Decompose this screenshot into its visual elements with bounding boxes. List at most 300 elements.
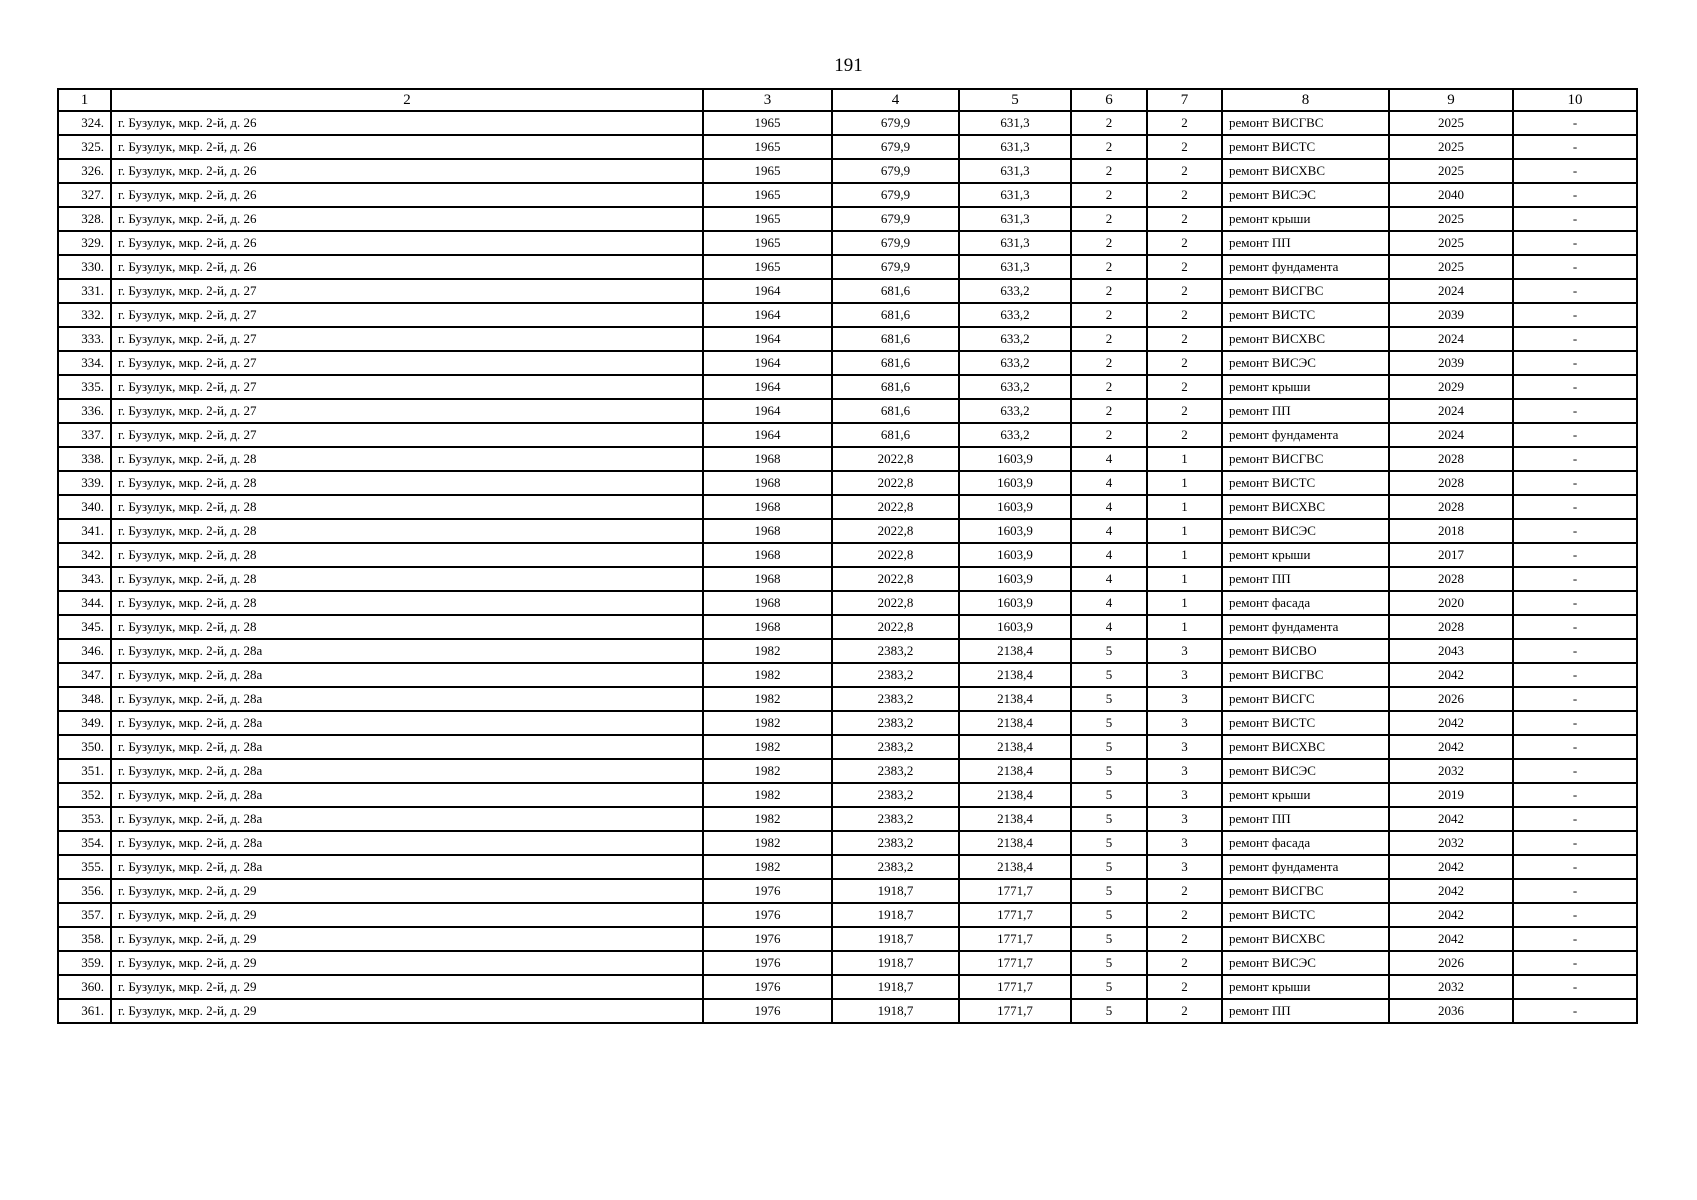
table-row xyxy=(58,855,1637,879)
note-cell: - xyxy=(1513,399,1637,423)
floors-cell: 2 xyxy=(1071,135,1147,159)
living-area-cell: 1771,7 xyxy=(959,951,1071,975)
living-area-cell: 1771,7 xyxy=(959,879,1071,903)
total-area-cell: 681,6 xyxy=(832,423,959,447)
total-area-cell: 2022,8 xyxy=(832,495,959,519)
living-area-cell: 2138,4 xyxy=(959,759,1071,783)
planned-year-cell: 2020 xyxy=(1389,591,1513,615)
total-area-cell: 679,9 xyxy=(832,135,959,159)
entrances-cell: 2 xyxy=(1147,903,1222,927)
total-area-cell: 681,6 xyxy=(832,375,959,399)
repair-type-cell: ремонт ВИСТС xyxy=(1222,903,1389,927)
floors-cell: 4 xyxy=(1071,471,1147,495)
row-number-cell: 332. xyxy=(58,303,111,327)
note-cell: - xyxy=(1513,543,1637,567)
row-number-cell: 324. xyxy=(58,111,111,135)
planned-year-cell: 2032 xyxy=(1389,831,1513,855)
note-cell: - xyxy=(1513,471,1637,495)
address-cell: г. Бузулук, мкр. 2-й, д. 28 xyxy=(111,447,703,471)
planned-year-cell: 2028 xyxy=(1389,447,1513,471)
total-area-cell: 681,6 xyxy=(832,303,959,327)
row-number-cell: 345. xyxy=(58,615,111,639)
entrances-cell: 2 xyxy=(1147,327,1222,351)
build-year-cell: 1976 xyxy=(703,951,832,975)
floors-cell: 2 xyxy=(1071,399,1147,423)
entrances-cell: 2 xyxy=(1147,207,1222,231)
entrances-cell: 3 xyxy=(1147,759,1222,783)
entrances-cell: 2 xyxy=(1147,999,1222,1023)
floors-cell: 2 xyxy=(1071,279,1147,303)
total-area-cell: 2022,8 xyxy=(832,471,959,495)
table-row xyxy=(58,255,1637,279)
repair-type-cell: ремонт ВИСХВС xyxy=(1222,735,1389,759)
address-cell: г. Бузулук, мкр. 2-й, д. 28а xyxy=(111,687,703,711)
living-area-cell: 2138,4 xyxy=(959,735,1071,759)
row-number-cell: 342. xyxy=(58,543,111,567)
living-area-cell: 1603,9 xyxy=(959,447,1071,471)
total-area-cell: 2022,8 xyxy=(832,615,959,639)
address-cell: г. Бузулук, мкр. 2-й, д. 28 xyxy=(111,519,703,543)
note-cell: - xyxy=(1513,975,1637,999)
living-area-cell: 2138,4 xyxy=(959,711,1071,735)
entrances-cell: 3 xyxy=(1147,807,1222,831)
build-year-cell: 1964 xyxy=(703,375,832,399)
living-area-cell: 1771,7 xyxy=(959,975,1071,999)
living-area-cell: 631,3 xyxy=(959,135,1071,159)
total-area-cell: 681,6 xyxy=(832,399,959,423)
row-number-cell: 347. xyxy=(58,663,111,687)
repair-type-cell: ремонт ВИСВО xyxy=(1222,639,1389,663)
repair-type-cell: ремонт ВИСТС xyxy=(1222,471,1389,495)
entrances-cell: 3 xyxy=(1147,639,1222,663)
repair-type-cell: ремонт крыши xyxy=(1222,783,1389,807)
planned-year-cell: 2025 xyxy=(1389,231,1513,255)
build-year-cell: 1968 xyxy=(703,447,832,471)
address-cell: г. Бузулук, мкр. 2-й, д. 28а xyxy=(111,855,703,879)
column-header-3: 3 xyxy=(703,89,832,111)
total-area-cell: 1918,7 xyxy=(832,927,959,951)
repair-type-cell: ремонт фундамента xyxy=(1222,855,1389,879)
living-area-cell: 633,2 xyxy=(959,375,1071,399)
note-cell: - xyxy=(1513,855,1637,879)
floors-cell: 4 xyxy=(1071,543,1147,567)
row-number-cell: 361. xyxy=(58,999,111,1023)
repair-type-cell: ремонт ВИСТС xyxy=(1222,135,1389,159)
floors-cell: 2 xyxy=(1071,303,1147,327)
entrances-cell: 2 xyxy=(1147,183,1222,207)
address-cell: г. Бузулук, мкр. 2-й, д. 26 xyxy=(111,231,703,255)
build-year-cell: 1965 xyxy=(703,183,832,207)
address-cell: г. Бузулук, мкр. 2-й, д. 26 xyxy=(111,255,703,279)
note-cell: - xyxy=(1513,567,1637,591)
table-row xyxy=(58,495,1637,519)
build-year-cell: 1982 xyxy=(703,735,832,759)
note-cell: - xyxy=(1513,279,1637,303)
floors-cell: 2 xyxy=(1071,375,1147,399)
floors-cell: 5 xyxy=(1071,855,1147,879)
table-row xyxy=(58,567,1637,591)
repair-type-cell: ремонт ВИСХВС xyxy=(1222,327,1389,351)
floors-cell: 5 xyxy=(1071,663,1147,687)
repair-type-cell: ремонт крыши xyxy=(1222,207,1389,231)
build-year-cell: 1982 xyxy=(703,711,832,735)
total-area-cell: 679,9 xyxy=(832,207,959,231)
build-year-cell: 1968 xyxy=(703,471,832,495)
planned-year-cell: 2025 xyxy=(1389,111,1513,135)
table-row xyxy=(58,135,1637,159)
total-area-cell: 681,6 xyxy=(832,351,959,375)
row-number-cell: 334. xyxy=(58,351,111,375)
row-number-cell: 339. xyxy=(58,471,111,495)
note-cell: - xyxy=(1513,591,1637,615)
table-row xyxy=(58,591,1637,615)
address-cell: г. Бузулук, мкр. 2-й, д. 29 xyxy=(111,975,703,999)
floors-cell: 5 xyxy=(1071,783,1147,807)
row-number-cell: 329. xyxy=(58,231,111,255)
build-year-cell: 1982 xyxy=(703,807,832,831)
living-area-cell: 631,3 xyxy=(959,255,1071,279)
column-header-7: 7 xyxy=(1147,89,1222,111)
planned-year-cell: 2042 xyxy=(1389,879,1513,903)
repair-type-cell: ремонт крыши xyxy=(1222,975,1389,999)
planned-year-cell: 2042 xyxy=(1389,807,1513,831)
column-header-4: 4 xyxy=(832,89,959,111)
floors-cell: 2 xyxy=(1071,255,1147,279)
row-number-cell: 354. xyxy=(58,831,111,855)
total-area-cell: 2383,2 xyxy=(832,807,959,831)
build-year-cell: 1964 xyxy=(703,303,832,327)
build-year-cell: 1968 xyxy=(703,519,832,543)
entrances-cell: 3 xyxy=(1147,855,1222,879)
living-area-cell: 2138,4 xyxy=(959,663,1071,687)
total-area-cell: 1918,7 xyxy=(832,903,959,927)
row-number-cell: 327. xyxy=(58,183,111,207)
entrances-cell: 2 xyxy=(1147,159,1222,183)
floors-cell: 4 xyxy=(1071,591,1147,615)
planned-year-cell: 2025 xyxy=(1389,159,1513,183)
build-year-cell: 1965 xyxy=(703,135,832,159)
planned-year-cell: 2017 xyxy=(1389,543,1513,567)
total-area-cell: 2383,2 xyxy=(832,639,959,663)
repair-type-cell: ремонт ВИСГВС xyxy=(1222,663,1389,687)
header-row xyxy=(58,89,1637,111)
living-area-cell: 633,2 xyxy=(959,423,1071,447)
note-cell: - xyxy=(1513,663,1637,687)
note-cell: - xyxy=(1513,807,1637,831)
address-cell: г. Бузулук, мкр. 2-й, д. 28 xyxy=(111,471,703,495)
planned-year-cell: 2026 xyxy=(1389,951,1513,975)
total-area-cell: 2383,2 xyxy=(832,831,959,855)
address-cell: г. Бузулук, мкр. 2-й, д. 28 xyxy=(111,567,703,591)
column-header-2: 2 xyxy=(111,89,703,111)
repair-type-cell: ремонт фундамента xyxy=(1222,615,1389,639)
address-cell: г. Бузулук, мкр. 2-й, д. 27 xyxy=(111,303,703,327)
address-cell: г. Бузулук, мкр. 2-й, д. 27 xyxy=(111,351,703,375)
build-year-cell: 1982 xyxy=(703,759,832,783)
address-cell: г. Бузулук, мкр. 2-й, д. 29 xyxy=(111,999,703,1023)
column-header-5: 5 xyxy=(959,89,1071,111)
planned-year-cell: 2032 xyxy=(1389,975,1513,999)
note-cell: - xyxy=(1513,255,1637,279)
table-row xyxy=(58,207,1637,231)
entrances-cell: 2 xyxy=(1147,255,1222,279)
entrances-cell: 2 xyxy=(1147,927,1222,951)
row-number-cell: 325. xyxy=(58,135,111,159)
entrances-cell: 2 xyxy=(1147,423,1222,447)
planned-year-cell: 2025 xyxy=(1389,207,1513,231)
build-year-cell: 1976 xyxy=(703,903,832,927)
repair-type-cell: ремонт ВИСЭС xyxy=(1222,351,1389,375)
table-row xyxy=(58,831,1637,855)
row-number-cell: 352. xyxy=(58,783,111,807)
build-year-cell: 1968 xyxy=(703,591,832,615)
floors-cell: 5 xyxy=(1071,807,1147,831)
total-area-cell: 679,9 xyxy=(832,255,959,279)
address-cell: г. Бузулук, мкр. 2-й, д. 28а xyxy=(111,735,703,759)
address-cell: г. Бузулук, мкр. 2-й, д. 29 xyxy=(111,903,703,927)
floors-cell: 2 xyxy=(1071,111,1147,135)
floors-cell: 5 xyxy=(1071,639,1147,663)
entrances-cell: 2 xyxy=(1147,111,1222,135)
planned-year-cell: 2025 xyxy=(1389,135,1513,159)
row-number-cell: 344. xyxy=(58,591,111,615)
column-header-8: 8 xyxy=(1222,89,1389,111)
repair-type-cell: ремонт фундамента xyxy=(1222,423,1389,447)
floors-cell: 5 xyxy=(1071,831,1147,855)
living-area-cell: 631,3 xyxy=(959,183,1071,207)
note-cell: - xyxy=(1513,711,1637,735)
address-cell: г. Бузулук, мкр. 2-й, д. 27 xyxy=(111,375,703,399)
planned-year-cell: 2042 xyxy=(1389,903,1513,927)
repair-type-cell: ремонт крыши xyxy=(1222,543,1389,567)
planned-year-cell: 2024 xyxy=(1389,279,1513,303)
entrances-cell: 2 xyxy=(1147,375,1222,399)
table-row xyxy=(58,447,1637,471)
living-area-cell: 1603,9 xyxy=(959,567,1071,591)
build-year-cell: 1965 xyxy=(703,111,832,135)
build-year-cell: 1976 xyxy=(703,975,832,999)
table-row xyxy=(58,615,1637,639)
table-row xyxy=(58,327,1637,351)
repair-type-cell: ремонт ВИСТС xyxy=(1222,711,1389,735)
table-row xyxy=(58,999,1637,1023)
table-row xyxy=(58,903,1637,927)
table-row xyxy=(58,711,1637,735)
column-header-6: 6 xyxy=(1071,89,1147,111)
table-row xyxy=(58,111,1637,135)
table-row xyxy=(58,879,1637,903)
repair-type-cell: ремонт ВИСХВС xyxy=(1222,495,1389,519)
total-area-cell: 2022,8 xyxy=(832,447,959,471)
build-year-cell: 1964 xyxy=(703,423,832,447)
table-row xyxy=(58,663,1637,687)
note-cell: - xyxy=(1513,831,1637,855)
entrances-cell: 3 xyxy=(1147,783,1222,807)
entrances-cell: 1 xyxy=(1147,615,1222,639)
planned-year-cell: 2028 xyxy=(1389,471,1513,495)
address-cell: г. Бузулук, мкр. 2-й, д. 26 xyxy=(111,207,703,231)
address-cell: г. Бузулук, мкр. 2-й, д. 28а xyxy=(111,807,703,831)
row-number-cell: 331. xyxy=(58,279,111,303)
planned-year-cell: 2018 xyxy=(1389,519,1513,543)
row-number-cell: 336. xyxy=(58,399,111,423)
table-row xyxy=(58,927,1637,951)
floors-cell: 2 xyxy=(1071,351,1147,375)
total-area-cell: 681,6 xyxy=(832,327,959,351)
note-cell: - xyxy=(1513,303,1637,327)
address-cell: г. Бузулук, мкр. 2-й, д. 27 xyxy=(111,327,703,351)
address-cell: г. Бузулук, мкр. 2-й, д. 26 xyxy=(111,183,703,207)
table-row xyxy=(58,231,1637,255)
entrances-cell: 2 xyxy=(1147,399,1222,423)
address-cell: г. Бузулук, мкр. 2-й, д. 28а xyxy=(111,759,703,783)
page-number: 191 xyxy=(834,55,863,76)
floors-cell: 5 xyxy=(1071,999,1147,1023)
planned-year-cell: 2024 xyxy=(1389,423,1513,447)
total-area-cell: 2383,2 xyxy=(832,735,959,759)
row-number-cell: 328. xyxy=(58,207,111,231)
floors-cell: 5 xyxy=(1071,735,1147,759)
note-cell: - xyxy=(1513,615,1637,639)
total-area-cell: 2383,2 xyxy=(832,687,959,711)
build-year-cell: 1976 xyxy=(703,927,832,951)
table-row xyxy=(58,159,1637,183)
build-year-cell: 1968 xyxy=(703,495,832,519)
living-area-cell: 1771,7 xyxy=(959,927,1071,951)
living-area-cell: 633,2 xyxy=(959,279,1071,303)
living-area-cell: 1603,9 xyxy=(959,615,1071,639)
address-cell: г. Бузулук, мкр. 2-й, д. 28 xyxy=(111,495,703,519)
living-area-cell: 2138,4 xyxy=(959,831,1071,855)
row-number-cell: 360. xyxy=(58,975,111,999)
total-area-cell: 2022,8 xyxy=(832,519,959,543)
note-cell: - xyxy=(1513,879,1637,903)
table-row xyxy=(58,807,1637,831)
row-number-cell: 353. xyxy=(58,807,111,831)
entrances-cell: 2 xyxy=(1147,231,1222,255)
total-area-cell: 679,9 xyxy=(832,183,959,207)
total-area-cell: 2022,8 xyxy=(832,543,959,567)
entrances-cell: 2 xyxy=(1147,303,1222,327)
total-area-cell: 679,9 xyxy=(832,111,959,135)
build-year-cell: 1982 xyxy=(703,783,832,807)
build-year-cell: 1982 xyxy=(703,639,832,663)
row-number-cell: 359. xyxy=(58,951,111,975)
build-year-cell: 1968 xyxy=(703,615,832,639)
entrances-cell: 3 xyxy=(1147,711,1222,735)
living-area-cell: 631,3 xyxy=(959,159,1071,183)
repair-type-cell: ремонт ВИСГВС xyxy=(1222,447,1389,471)
entrances-cell: 1 xyxy=(1147,519,1222,543)
repair-type-cell: ремонт ПП xyxy=(1222,399,1389,423)
build-year-cell: 1968 xyxy=(703,543,832,567)
repair-type-cell: ремонт ВИСХВС xyxy=(1222,159,1389,183)
planned-year-cell: 2025 xyxy=(1389,255,1513,279)
entrances-cell: 1 xyxy=(1147,591,1222,615)
repair-type-cell: ремонт ВИСХВС xyxy=(1222,927,1389,951)
repair-type-cell: ремонт ВИСГВС xyxy=(1222,279,1389,303)
living-area-cell: 2138,4 xyxy=(959,855,1071,879)
total-area-cell: 681,6 xyxy=(832,279,959,303)
repair-type-cell: ремонт ПП xyxy=(1222,807,1389,831)
planned-year-cell: 2042 xyxy=(1389,711,1513,735)
total-area-cell: 2383,2 xyxy=(832,711,959,735)
note-cell: - xyxy=(1513,159,1637,183)
address-cell: г. Бузулук, мкр. 2-й, д. 28а xyxy=(111,831,703,855)
build-year-cell: 1982 xyxy=(703,687,832,711)
floors-cell: 2 xyxy=(1071,327,1147,351)
living-area-cell: 1603,9 xyxy=(959,519,1071,543)
total-area-cell: 2022,8 xyxy=(832,567,959,591)
floors-cell: 5 xyxy=(1071,759,1147,783)
living-area-cell: 633,2 xyxy=(959,327,1071,351)
floors-cell: 2 xyxy=(1071,423,1147,447)
row-number-cell: 326. xyxy=(58,159,111,183)
living-area-cell: 2138,4 xyxy=(959,639,1071,663)
planned-year-cell: 2043 xyxy=(1389,639,1513,663)
row-number-cell: 340. xyxy=(58,495,111,519)
row-number-cell: 330. xyxy=(58,255,111,279)
build-year-cell: 1976 xyxy=(703,999,832,1023)
build-year-cell: 1982 xyxy=(703,855,832,879)
note-cell: - xyxy=(1513,351,1637,375)
total-area-cell: 1918,7 xyxy=(832,975,959,999)
note-cell: - xyxy=(1513,423,1637,447)
build-year-cell: 1964 xyxy=(703,279,832,303)
address-cell: г. Бузулук, мкр. 2-й, д. 28 xyxy=(111,591,703,615)
table-row xyxy=(58,639,1637,663)
total-area-cell: 1918,7 xyxy=(832,879,959,903)
living-area-cell: 631,3 xyxy=(959,231,1071,255)
row-number-cell: 349. xyxy=(58,711,111,735)
table-row xyxy=(58,303,1637,327)
table-row xyxy=(58,543,1637,567)
table-body xyxy=(58,111,1637,1023)
repair-type-cell: ремонт ВИСГВС xyxy=(1222,111,1389,135)
address-cell: г. Бузулук, мкр. 2-й, д. 28а xyxy=(111,639,703,663)
note-cell: - xyxy=(1513,999,1637,1023)
planned-year-cell: 2040 xyxy=(1389,183,1513,207)
repair-type-cell: ремонт фундамента xyxy=(1222,255,1389,279)
repair-type-cell: ремонт ВИСЭС xyxy=(1222,183,1389,207)
total-area-cell: 679,9 xyxy=(832,159,959,183)
floors-cell: 5 xyxy=(1071,879,1147,903)
living-area-cell: 631,3 xyxy=(959,111,1071,135)
build-year-cell: 1965 xyxy=(703,231,832,255)
note-cell: - xyxy=(1513,447,1637,471)
planned-year-cell: 2032 xyxy=(1389,759,1513,783)
row-number-cell: 346. xyxy=(58,639,111,663)
table-row xyxy=(58,759,1637,783)
entrances-cell: 3 xyxy=(1147,687,1222,711)
planned-year-cell: 2024 xyxy=(1389,399,1513,423)
repair-type-cell: ремонт ВИСЭС xyxy=(1222,519,1389,543)
living-area-cell: 2138,4 xyxy=(959,783,1071,807)
row-number-cell: 333. xyxy=(58,327,111,351)
build-year-cell: 1965 xyxy=(703,207,832,231)
row-number-cell: 357. xyxy=(58,903,111,927)
planned-year-cell: 2039 xyxy=(1389,303,1513,327)
address-cell: г. Бузулук, мкр. 2-й, д. 26 xyxy=(111,159,703,183)
note-cell: - xyxy=(1513,951,1637,975)
note-cell: - xyxy=(1513,639,1637,663)
floors-cell: 4 xyxy=(1071,615,1147,639)
note-cell: - xyxy=(1513,495,1637,519)
entrances-cell: 2 xyxy=(1147,135,1222,159)
row-number-cell: 343. xyxy=(58,567,111,591)
entrances-cell: 2 xyxy=(1147,975,1222,999)
total-area-cell: 2383,2 xyxy=(832,759,959,783)
